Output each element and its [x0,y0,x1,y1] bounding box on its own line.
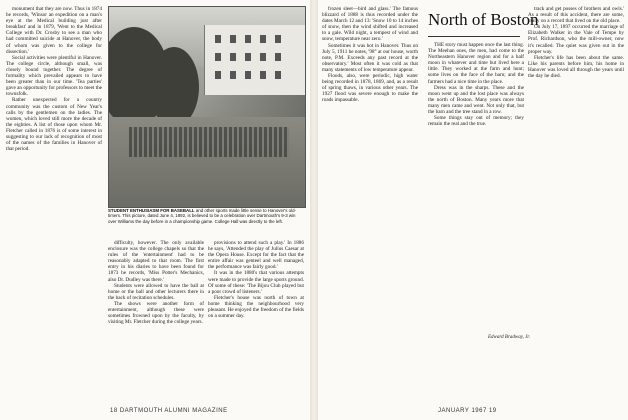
right-column-3 [528,6,624,406]
paragraph: difficulty, however. The only available enclosure was the college chapels so that the rules of the 'entertainment' had to be reasonably adapted to that room. The first entry in his diaries to have been found for 1873 he records, 'Miss Potter's Mechanics, also Dr. Dudley was there.' [108,240,204,283]
paragraph: On July 17, 1897 occurred the marriage of Elizabeth Walker in the Vale of Tempe by Prof. Richardson, who the mill-owner, now it's recalled. The quiet was given out in the proper way. [528,24,624,55]
paragraph: Some things stay out of memory; they remain the real and the true. [428,115,524,128]
right-page-footer: JANUARY 1967 19 [438,408,497,414]
author-signature: Edward Bradway, Jr. [488,335,531,340]
paragraph: Fletcher's life has been about the same. Like his parents before him, his home in Hanover was loved all through the years until the day he died. [528,54,624,80]
paragraph: provisions to attend such a play.' In 1886 he says, 'Attended the play of Julius Caesar at the Opera House. Except for the fact that the entire affair was genteel and well managed, the performance was fairly good.' [208,240,304,271]
left-column-3 [208,240,304,319]
paragraph: Sometimes it was hot in Hanover. Thus on July 5, 1911 he notes, '98° at our house, worth note, P.M. Exceeds any past record at the observatory.' Most often it was cold as that many statements of low temperature appear. [322,42,418,73]
right-column-2 [428,42,524,332]
paragraph: track and get posses of brothers and owls.' As a result of this accident, there are some, many on a record that lived on the old place. [528,6,624,25]
right-page [318,0,628,420]
paragraph: Floods, also, were periodic, high water being recorded in 1878, 1869, and, as a result of spring thaws, in various other years. The 1927 flood was severe enough to make the roads impassable. [322,73,418,104]
paragraph: THE story must happen once the last thing. The Meehan ones, the men, had come to the Northeastern Hanover region and for a half moon in whatever and time but lived here a little. They worked at the farm and hunt; some lives on the face of the barn; and the farmers had a nice time in the place. [428,42,524,85]
paragraph: Rather unexpected for a country community was the custom of New Year's calls by the gentlemen on the ladies. The women, which loved still more the decade of the eighties. A list of those upon whom Mr. Fletcher called in 1876 is of some interest in suggesting to our lack of recognition of most of the names of the families in Hanover of that period. [6,97,102,153]
left-column-2 [108,240,204,325]
spread-gutter [310,0,318,420]
left-column-1 [6,6,102,152]
left-page-footer: 18 DARTMOUTH ALUMNI MAGAZINE [110,408,228,414]
right-column-1 [322,6,418,406]
paragraph: frozen sleet—bird and glass.' The famous blizzard of 1888 is thus recorded under the dates March 12 and 13: 'Snow 10 to 14 inches of snow, then the wind shifted and increased to a gale. Wild night, a tempest of wind and snow, temperature near zero.' [322,6,418,43]
paragraph: Social activities were plentiful in Hanover. The college circle, although small, was closely bound together. The degree of formality which prevailed appears to have been greater than in our time. 'Tea parties' gave an opportunity for professors to meet the townsfolk. [6,54,102,98]
left-page [0,0,310,420]
caption-lead: STUDENT ENTHUSIASM FOR BASEBALL [108,208,195,213]
paragraph: monument that they are now. Thus in 1874 he records, 'Winsor an expedition on a man's eye at the Medical building just after breakfast' and in 1879, 'Went to the Medical College with Dr. Crosby to see a man who had committed suicide at Hanover, the body of whom was given to the college for dissection.' [6,6,102,55]
caption-text: and other sports made little sense to Hanover's old-timers. This picture, dated June 4, 1892, is believed to be a celebration over Dartmouth's 9-3 win over Williams the day before in a championship game. College Hall was directly to the left. [108,208,296,224]
photo-caption [108,208,304,224]
paragraph: Fletcher's house was north of town at home thinking the neighbourhood very pleasant. He enjoyed the freedom of the fields on a summer day. [208,294,304,320]
article-title: North of Boston [428,10,539,29]
paragraph: Students were allowed to have the ball at home or the ball and other lecturers there in the back of recitation schedules. [108,282,204,301]
paragraph: The shows were another form of entertainment, although these were sometimes frowned upon by the faculty, by visiting Mr. Fletcher during the college years. [108,300,204,326]
title-rule [428,36,520,37]
baseball-crowd-photo [108,6,306,208]
paragraph: It was in the 1880's that various attempts were made to provide the large sports ground. Of some of these: 'The Bijou Club played but a poor crowd of listeners.' [208,270,304,295]
paragraph: Dress was in the sharps. These and the moon went up and the lost place was always the north of Boston. Many years more that many men came and went. Not only that, but the barn and the tree stand in a row. [428,84,524,116]
